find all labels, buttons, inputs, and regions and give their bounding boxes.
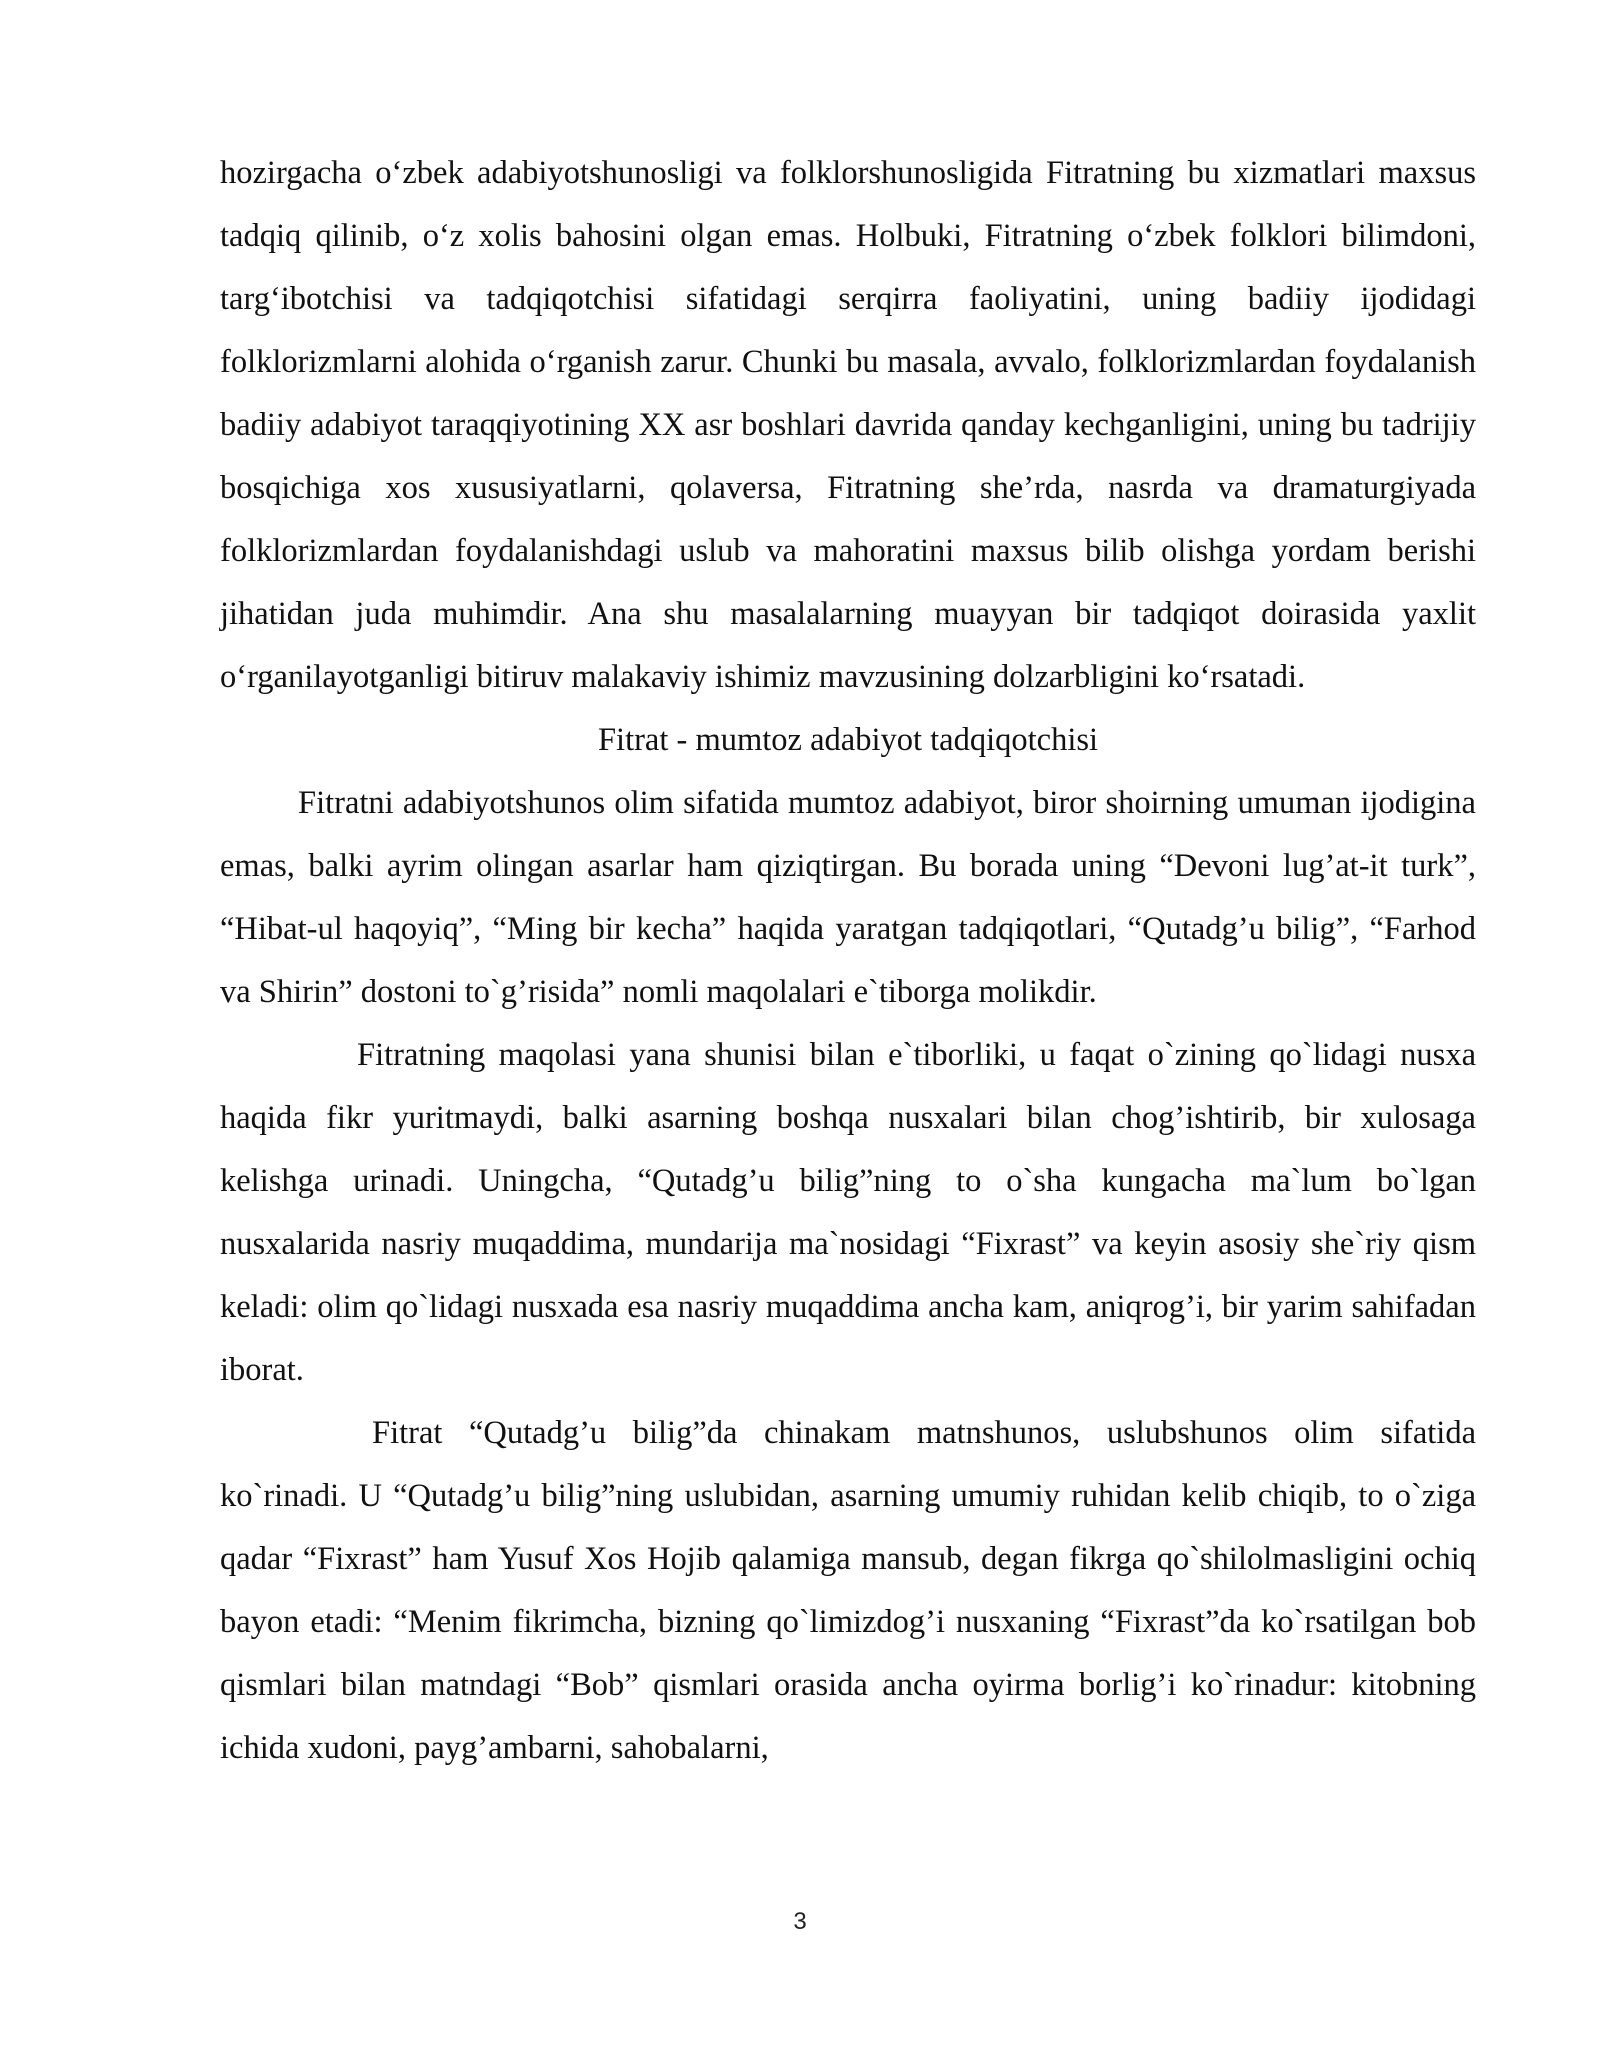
section-heading: Fitrat - mumtoz adabiyot tadqiqotchisi <box>597 722 1099 758</box>
paragraph-intro: hozirgacha o‘zbek adabiyotshunosligi va folklorshunosligida Fitratning bu xizmatlari maxsus tadqiq qilinib, o‘z xolis bahosini olgan emas. Holbuki, Fitratning o‘zbek folklori bilimdoni, targ‘ibotchisi va tadqiqotchisi sifatidagi serqirra faoliyatini, uning badiiy ijodidagi folklorizmlarni alohida o‘rganish zarur. Chunki bu masala, avvalo, folklorizmlardan foydalanish badiiy adabiyot taraqqiyotining XX asr boshlari davrida qanday kechganligini, uning bu tadrijiy bosqichiga xos xususiyatlarni, qolaversa, Fitratning she’rda, nasrda va dramaturgiyada folklorizmlardan foydalanishdagi uslub va mahoratini maxsus bilib olishga yordam berishi jihatidan juda muhimdir. Ana shu masalalarning muayyan bir tadqiqot doirasida yaxlit o‘rganilayotganligi bitiruv malakaviy ishimiz mavzusining dolzarbligini ko‘rsatadi. <box>220 155 1476 695</box>
paragraph-fitrat-scholar: Fitratni adabiyotshunos olim sifatida mumtoz adabiyot, biror shoirning umuman ijodigina emas, balki ayrim olingan asarlar ham qiziqtirgan. Bu borada uning “Devoni lug’at-it turk”, “Hibat-ul haqoyiq”, “Ming bir kecha” haqida yaratgan tadqiqotlari, “Qutadg’u bilig”, “Farhod va Shirin” dostoni to`g’risida” nomli maqolalari e`tiborga molikdir. <box>220 785 1476 1010</box>
document-page <box>220 142 1476 1780</box>
page-number: 3 <box>793 1908 807 1935</box>
paragraph-article-manuscripts: Fitratning maqolasi yana shunisi bilan e`tiborliki, u faqat o`zining qo`lidagi nusxa haqida fikr yuritmaydi, balki asarning boshqa nusxalari bilan chog’ishtirib, bir xulosaga kelishga urinadi. Uningcha, “Qutadg’u bilig”ning to o`sha kungacha ma`lum bo`lgan nusxalarida nasriy muqaddima, mundarija ma`nosidagi “Fixrast” va keyin asosiy she`riy qism keladi: olim qo`lidagi nusxada esa nasriy muqaddima ancha kam, aniqrog’i, bir yarim sahifadan iborat. <box>220 1037 1476 1388</box>
paragraph-textual-scholar: Fitrat “Qutadg’u bilig”da chinakam matnshunos, uslubshunos olim sifatida ko`rinadi. U “Qutadg’u bilig”ning uslubidan, asarning umumiy ruhidan kelib chiqib, to o`ziga qadar “Fixrast” ham Yusuf Xos Hojib qalamiga mansub, degan fikrga qo`shilolmasligini ochiq bayon etadi: “Menim fikrimcha, bizning qo`limizdog’i nusxaning “Fixrast”da ko`rsatilgan bob qismlari bilan matndagi “Bob” qismlari orasida ancha oyirma borlig’i ko`rinadur: kitobning ichida xudoni, payg’ambarni, sahobalarni, <box>220 1415 1476 1766</box>
